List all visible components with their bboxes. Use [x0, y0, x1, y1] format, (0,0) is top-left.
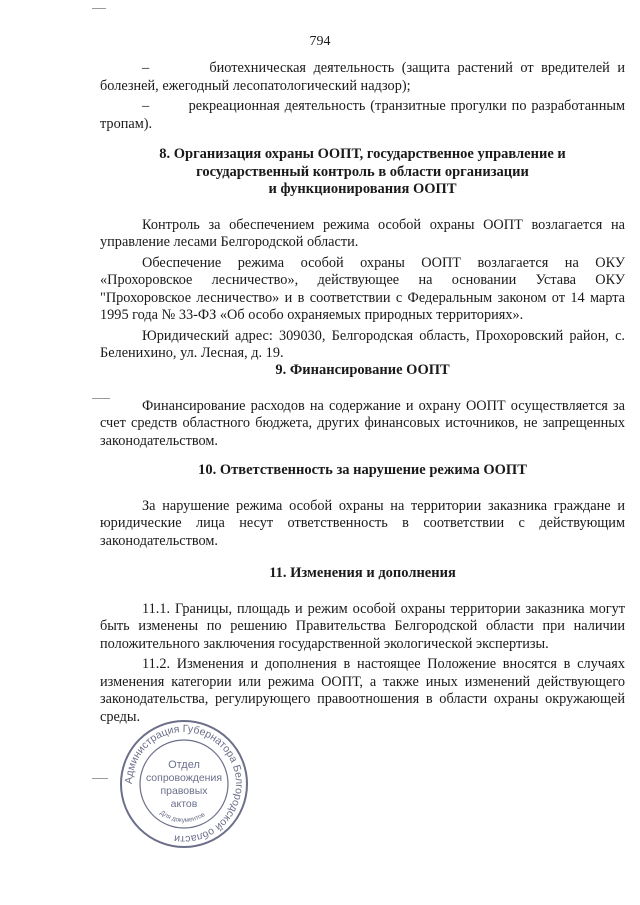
scan-mark	[92, 8, 106, 9]
section-heading: государственный контроль в области организации	[196, 163, 529, 180]
paragraph: За нарушение режима особой охраны на территории заказника граждане и юридические лица несут ответственность в соответствии с действующим законодательством.	[100, 497, 625, 549]
stamp-line: сопровождения	[145, 772, 223, 784]
stamp-line: актов	[170, 798, 198, 810]
paragraph: Контроль за обеспечением режима особой охраны ООПТ возлагается на управление лесами Белгородской области.	[100, 216, 625, 250]
stamp-ring-text: Администрация Губернатора Белгородской области	[122, 722, 246, 846]
paragraph: Обеспечение режима особой охраны ООПТ возлагается на ОКУ «Прохоровское лесничество», действующее на основании Устава ОКУ "Прохоровское лесничество» и в соответствии с Федеральным законом от 14 марта 1995 года № 33-ФЗ «Об особо охраняемых природных территориях».	[100, 254, 625, 323]
section-heading: и функционирования ООПТ	[268, 181, 457, 197]
section-heading: 9. Финансирование ООПТ	[275, 362, 450, 378]
stamp-line: правовых	[160, 785, 208, 797]
list-item: – рекреационная деятельность (транзитные прогулки по разработанным тропам).	[100, 98, 625, 132]
stamp-line: Отдел	[168, 759, 200, 771]
scan-mark	[92, 778, 108, 779]
section-8	[100, 146, 625, 363]
section-11	[100, 565, 625, 726]
paragraph: Юридический адрес: 309030, Белгородская область, Прохоровский район, с. Беленихино, ул. Лесная, д. 19.	[100, 327, 625, 361]
official-stamp	[118, 718, 250, 850]
section-heading: 10. Ответственность за нарушение режима ООПТ	[198, 462, 527, 478]
section-heading: 11. Изменения и дополнения	[269, 565, 456, 581]
page-number: 794	[309, 34, 331, 49]
section-9	[100, 362, 625, 450]
stamp-inner-text: Для документов	[158, 809, 207, 825]
stamp-inner-ring	[140, 740, 228, 828]
paragraph: Финансирование расходов на содержание и охрану ООПТ осуществляется за счет средств областного бюджета, других финансовых источников, не запрещенных законодательством.	[100, 397, 625, 449]
section-10	[100, 462, 625, 550]
paragraph: 11.1. Границы, площадь и режим особой охраны территории заказника могут быть изменены по решению Правительства Белгородской области при наличии положительного заключения государственной экологической экспертизы.	[100, 600, 625, 652]
paragraph: 11.2. Изменения и дополнения в настоящее Положение вносятся в случаях изменения категории или режима ООПТ, а также иных изменений действующего законодательства, регулирующего правоотношения в области охраны окружающей среды.	[100, 656, 625, 725]
activity-list	[100, 60, 625, 133]
stamp-seal	[118, 718, 250, 850]
section-heading: 8. Организация охраны ООПТ, государственное управление и	[159, 146, 566, 162]
list-item: – биотехническая деятельность (защита растений от вредителей и болезней, ежегодный лесопатологический надзор);	[100, 60, 625, 94]
